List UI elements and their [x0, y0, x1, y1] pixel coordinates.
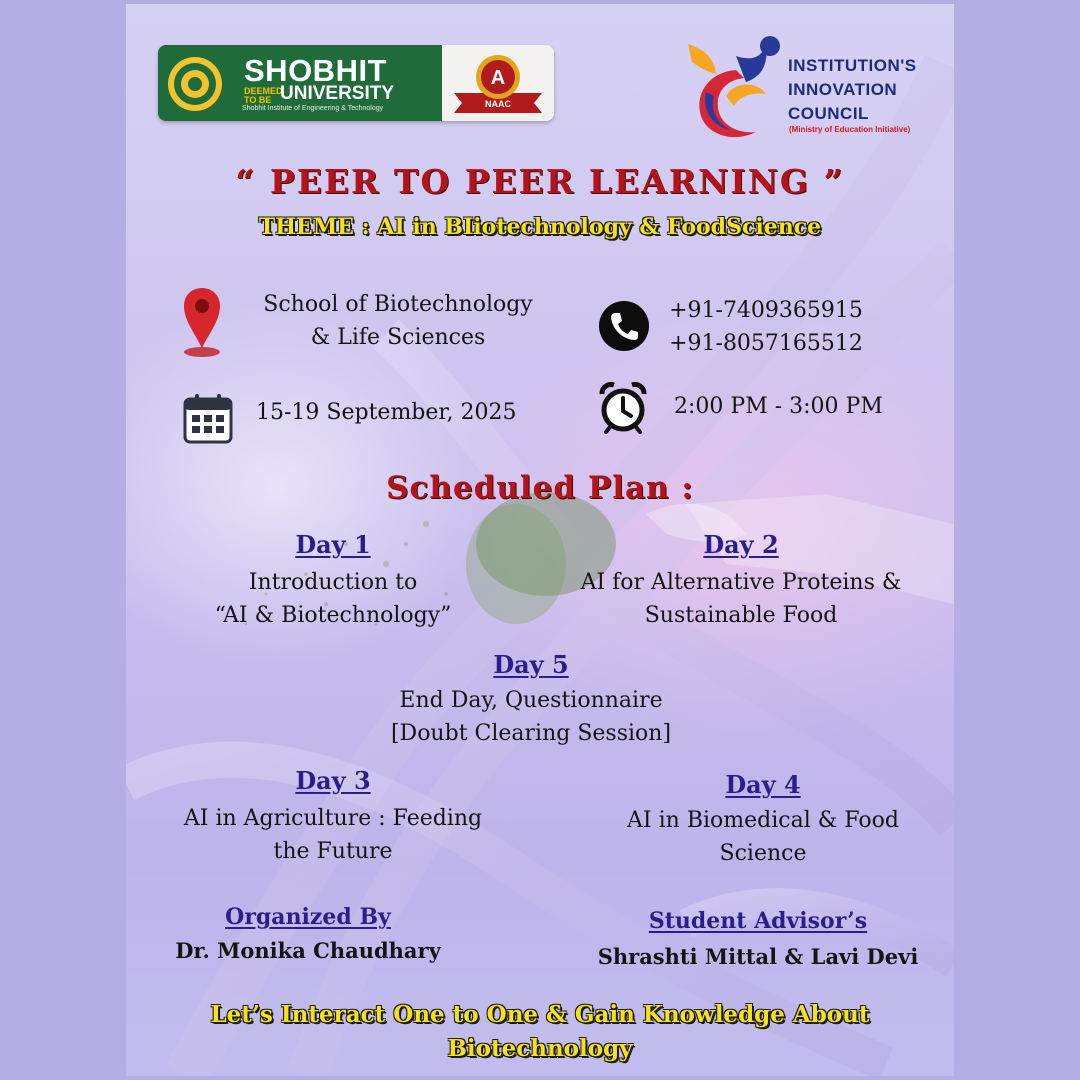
calendar-icon	[182, 392, 234, 444]
day-2-heading: Day 2	[703, 530, 779, 559]
naac-badge-icon	[450, 49, 546, 117]
day-3-topic: AI in Agriculture : Feeding the Future	[183, 806, 483, 864]
day-4-heading: Day 4	[725, 770, 801, 799]
organizer-name: Dr. Monika Chaudhary	[175, 938, 441, 963]
phone-icon	[598, 300, 650, 352]
phone-number-1[interactable]: +91-7409365915	[669, 298, 863, 323]
university-subtitle: UNIVERSITY	[280, 83, 395, 104]
naac-label: NAAC	[485, 99, 511, 109]
event-date: 15-19 September, 2025	[256, 400, 517, 425]
university-logo	[158, 45, 554, 121]
poster	[126, 4, 954, 1076]
organizer-heading: Organized By	[225, 904, 391, 930]
advisors-heading: Student Advisor’s	[648, 908, 868, 934]
footer-tagline: Let’s Interact One to One & Gain Knowledge About Biotechnology	[210, 1001, 870, 1062]
deemed-label: DEEMED TO BE	[244, 86, 283, 105]
innovation-council-name: INSTITUTION'S INNOVATION COUNCIL	[788, 56, 917, 123]
phone-number-2[interactable]: +91-8057165512	[669, 331, 863, 356]
day-1-topic: Introduction to “AI & Biotechnology”	[214, 570, 452, 628]
schedule-heading: Scheduled Plan :	[386, 470, 694, 506]
advisors-names: Shrashti Mittal & Lavi Devi	[597, 944, 919, 969]
innovation-council-logo-icon	[686, 34, 790, 146]
phone-numbers	[656, 294, 876, 360]
day-1-heading: Day 1	[295, 530, 371, 559]
event-title: “ PEER TO PEER LEARNING ”	[235, 162, 845, 201]
event-time: 2:00 PM - 3:00 PM	[674, 394, 883, 419]
day-5-heading: Day 5	[493, 650, 569, 679]
day-2-topic: AI for Alternative Proteins & Sustainable Food	[580, 570, 902, 628]
venue-text: School of Biotechnology & Life Sciences	[263, 292, 533, 350]
location-pin-icon	[180, 286, 224, 358]
event-theme: THEME : AI in BIiotechnology & FoodScience	[258, 214, 822, 240]
ministry-initiative-label: (Ministry of Education Initiative)	[789, 125, 911, 134]
alarm-clock-icon	[598, 382, 648, 434]
day-4-topic: AI in Biomedical & Food Science	[627, 808, 899, 866]
day-5-topic: End Day, Questionnaire [Doubt Clearing Session]	[390, 688, 672, 746]
institute-name: Shobhit Institute of Engineering & Technology	[242, 105, 384, 112]
university-seal-icon	[166, 55, 224, 113]
naac-grade: A	[490, 67, 506, 89]
day-3-heading: Day 3	[295, 766, 371, 795]
university-name: SHOBHIT	[244, 53, 387, 88]
